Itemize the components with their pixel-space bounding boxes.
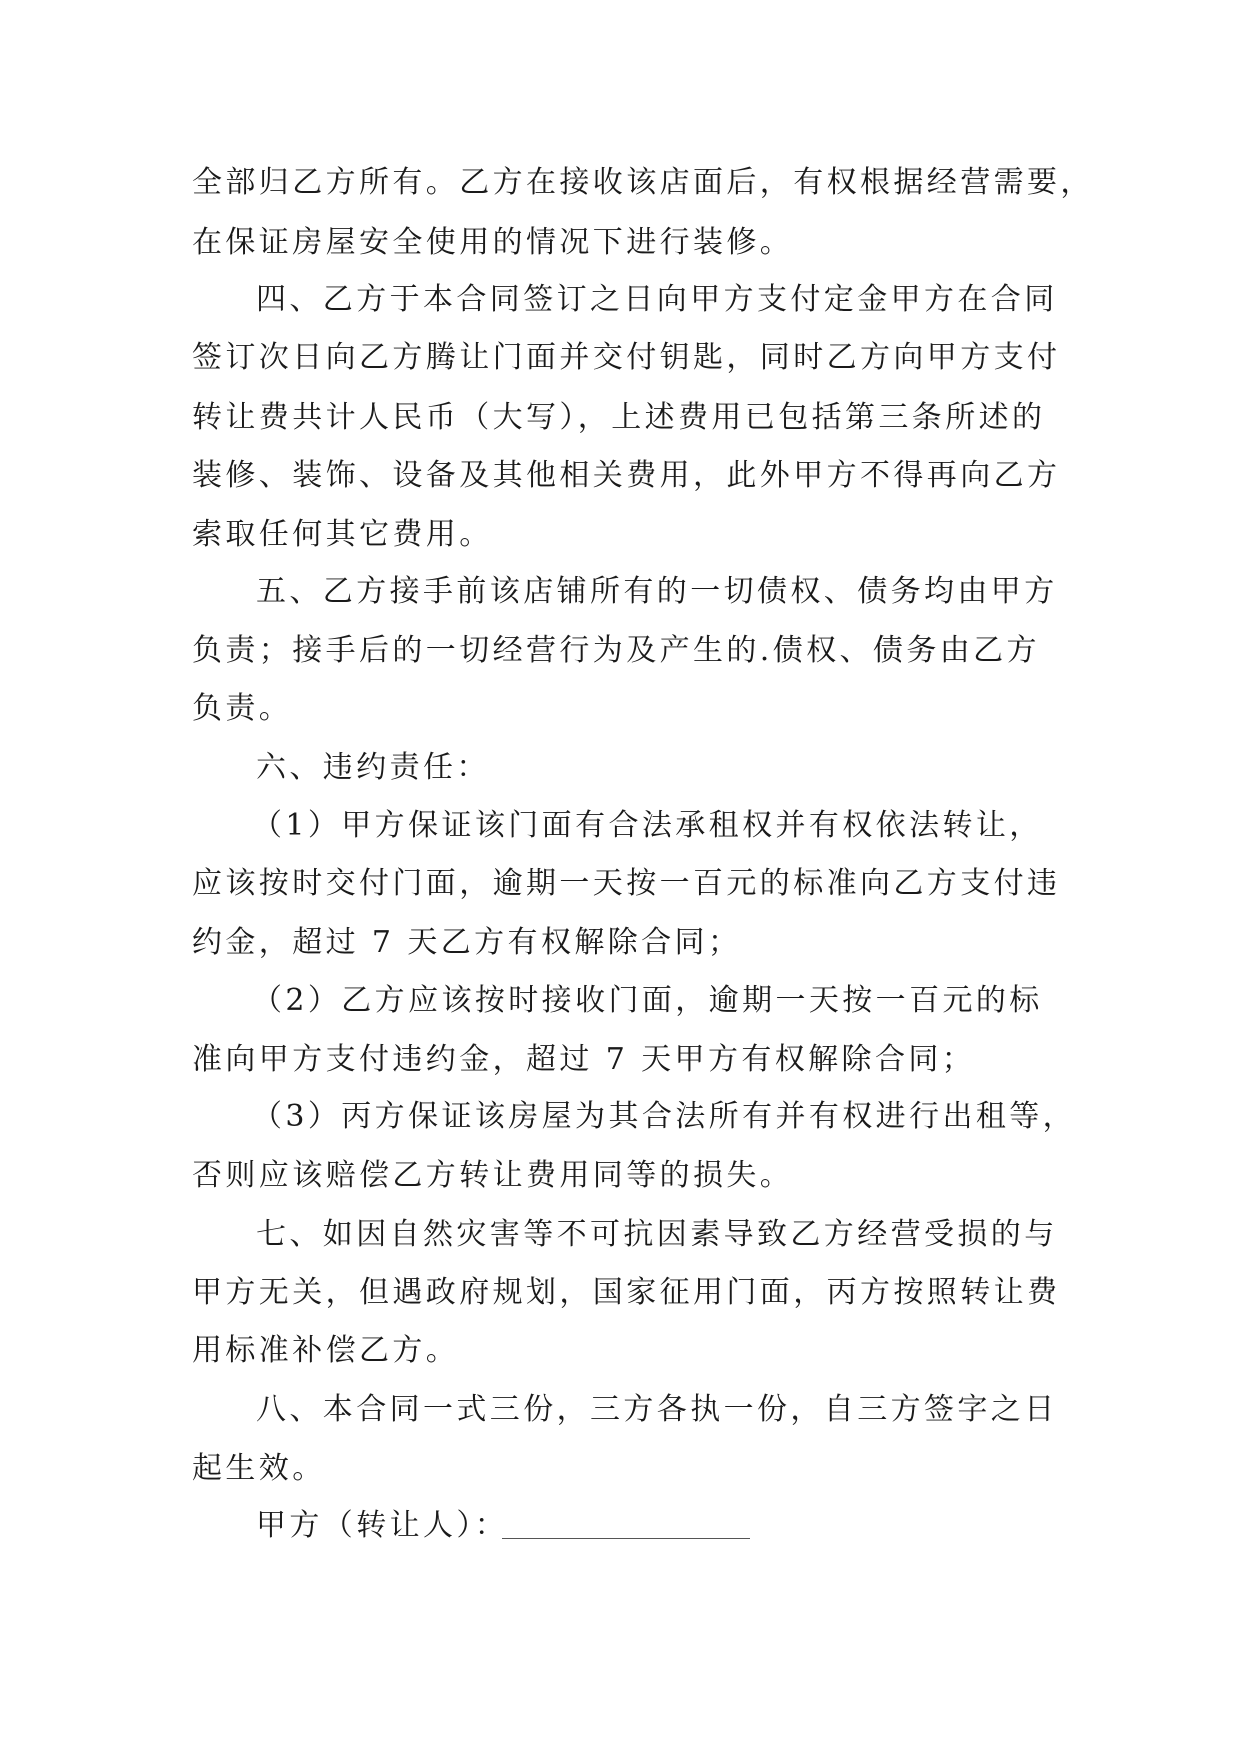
text-line: 用标准补偿乙方。 [192,1333,460,1368]
clause-1-line: （1）甲方保证该门面有合法承租权并有权依法转让， [252,808,1043,843]
text-line: 负责。 [192,691,293,726]
text-line: 甲方无关，但遇政府规划，国家征用门面，丙方按照转让费 [192,1275,1061,1310]
party-a-signature-label: 甲方（转让人）： [256,1508,509,1543]
text-line: 负责；接手后的一切经营行为及产生的.债权、债务由乙方 [192,633,1040,668]
paragraph-7-line: 七、如因自然灾害等不可抗因素导致乙方经营受损的与 [256,1217,1058,1252]
text-line: 应该按时交付门面，逾期一天按一百元的标准向乙方支付违 [192,866,1061,901]
text-line: 转让费共计人民币（大写），上述费用已包括第三条所述的 [192,400,1046,435]
text-line: 装修、装饰、设备及其他相关费用，此外甲方不得再向乙方 [192,458,1061,493]
paragraph-5-line: 五、乙方接手前该店铺所有的一切债权、债务均由甲方 [256,574,1058,609]
text-line: 准向甲方支付违约金，超过 7 天甲方有权解除合同； [192,1042,976,1077]
text-line: 全部归乙方所有。乙方在接收该店面后，有权根据经营需要， [192,165,1094,200]
text-line: 约金，超过 7 天乙方有权解除合同； [192,925,742,960]
text-line: 索取任何其它费用。 [192,517,493,552]
text-line: 在保证房屋安全使用的情况下进行装修。 [192,225,794,260]
clause-3-line: （3）丙方保证该房屋为其合法所有并有权进行出租等， [252,1099,1077,1134]
paragraph-4-line: 四、乙方于本合同签订之日向甲方支付定金甲方在合同 [256,282,1058,317]
clause-2-line: （2）乙方应该按时接收门面，逾期一天按一百元的标 [252,983,1043,1018]
paragraph-8-line: 八、本合同一式三份，三方各执一份，自三方签字之日 [256,1392,1058,1427]
text-line: 起生效。 [192,1451,326,1486]
signature-blank-line [502,1538,750,1539]
text-line: 签订次日向乙方腾让门面并交付钥匙，同时乙方向甲方支付 [192,340,1061,375]
paragraph-6-heading: 六、违约责任： [256,750,490,785]
text-line: 否则应该赔偿乙方转让费用同等的损失。 [192,1158,794,1193]
